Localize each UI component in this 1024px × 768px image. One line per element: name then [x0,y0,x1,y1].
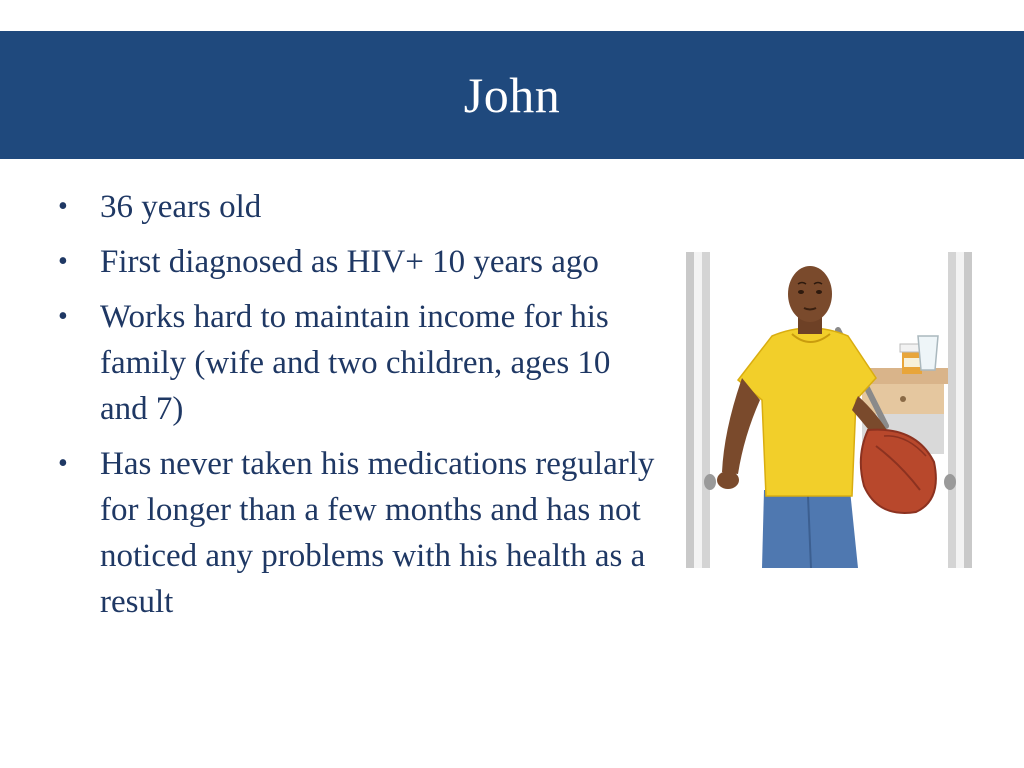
bullet-text: First diagnosed as HIV+ 10 years ago [100,244,599,280]
man-leaving-illustration [680,250,980,570]
bullet-list [58,184,658,634]
title-bar [0,31,1024,159]
bullet-item [58,441,658,625]
bullet-icon: • [58,448,68,479]
figure-head [788,266,832,334]
figure-legs [762,490,858,568]
bullet-item [58,184,658,230]
bullet-item [58,294,658,432]
door-frame-left [686,252,716,568]
bullet-text: Has never taken his medications regularly for longer than a few months and has not noticed any problems with his health as a result [100,446,655,620]
bullet-icon: • [58,191,68,222]
bullet-text: 36 years old [100,189,262,225]
glass-of-water-icon [918,336,938,370]
slide-title: John [463,67,561,123]
bullet-text: Works hard to maintain income for his family (wife and two children, ages 10 and 7) [100,299,611,427]
bullet-icon: • [58,301,68,332]
bullet-item [58,239,658,285]
bullet-icon: • [58,246,68,277]
door-frame-right [944,252,972,568]
